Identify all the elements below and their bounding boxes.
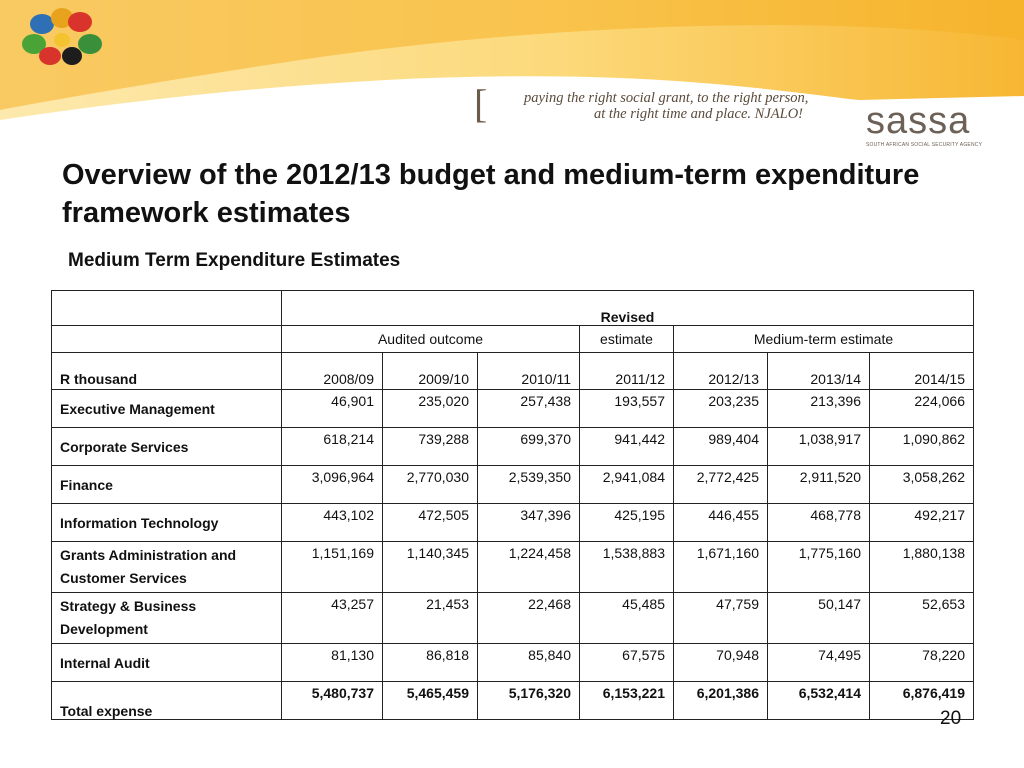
- table-cell: 81,130: [282, 644, 383, 682]
- table-cell: 446,455: [674, 504, 768, 542]
- table-cell: 2,911,520: [768, 466, 870, 504]
- total-cell: 6,876,419: [870, 682, 974, 720]
- table-cell: 1,140,345: [383, 542, 478, 593]
- table-cell: 50,147: [768, 593, 870, 644]
- table-cell: 47,759: [674, 593, 768, 644]
- table-row: [52, 504, 974, 542]
- table-total-row: [52, 682, 974, 720]
- total-cell: 6,201,386: [674, 682, 768, 720]
- table-cell: 1,671,160: [674, 542, 768, 593]
- row-label-line: Development: [60, 621, 148, 637]
- row-label: Internal Audit: [52, 644, 282, 682]
- table-cell: 235,020: [383, 390, 478, 428]
- table-cell: 468,778: [768, 504, 870, 542]
- table-cell: 1,880,138: [870, 542, 974, 593]
- row-label-line: Strategy & Business: [60, 598, 197, 614]
- table-header-row: [52, 353, 974, 390]
- table-cell: 1,224,458: [478, 542, 580, 593]
- bracket-icon: [: [474, 81, 488, 126]
- table-cell: 1,538,883: [580, 542, 674, 593]
- table-cell: 213,396: [768, 390, 870, 428]
- table-cell: 443,102: [282, 504, 383, 542]
- table-cell: 1,038,917: [768, 428, 870, 466]
- table-cell: 2,941,084: [580, 466, 674, 504]
- year-header: 2014/15: [870, 353, 974, 390]
- table-row: [52, 428, 974, 466]
- total-cell: 6,153,221: [580, 682, 674, 720]
- table-cell: 78,220: [870, 644, 974, 682]
- total-cell: 5,465,459: [383, 682, 478, 720]
- year-header: 2009/10: [383, 353, 478, 390]
- total-cell: 6,532,414: [768, 682, 870, 720]
- table-cell: 1,775,160: [768, 542, 870, 593]
- table-cell: 347,396: [478, 504, 580, 542]
- table-cell: 21,453: [383, 593, 478, 644]
- table-cell: 699,370: [478, 428, 580, 466]
- table-cell: 52,653: [870, 593, 974, 644]
- table-cell: 989,404: [674, 428, 768, 466]
- table-cell: 472,505: [383, 504, 478, 542]
- table-cell: 2,770,030: [383, 466, 478, 504]
- total-label: Total expense: [52, 682, 282, 720]
- table-cell: 70,948: [674, 644, 768, 682]
- table-cell: 941,442: [580, 428, 674, 466]
- table-cell: 85,840: [478, 644, 580, 682]
- logo-wordmark: sassa: [866, 100, 971, 142]
- row-label-line: Customer Services: [60, 570, 187, 586]
- table-cell: 1,090,862: [870, 428, 974, 466]
- table-cell: 3,058,262: [870, 466, 974, 504]
- table-cell: 43,257: [282, 593, 383, 644]
- table-row: [52, 542, 974, 593]
- slogan-line-1: paying the right social grant, to the right person,: [524, 90, 809, 106]
- table-cell: 67,575: [580, 644, 674, 682]
- year-header: 2012/13: [674, 353, 768, 390]
- table-header-row: [52, 291, 974, 326]
- slogan-line-2: at the right time and place. NJALO!: [594, 106, 804, 122]
- page-subtitle: Medium Term Expenditure Estimates: [68, 250, 401, 271]
- row-label: Finance: [52, 466, 282, 504]
- year-header: 2008/09: [282, 353, 383, 390]
- header-unit: R thousand: [52, 353, 282, 390]
- sassa-hands-logo-icon: [0, 0, 140, 122]
- page-number: 20: [940, 708, 962, 729]
- table-row: [52, 644, 974, 682]
- table-cell: 618,214: [282, 428, 383, 466]
- row-label-line: Grants Administration and: [60, 547, 237, 563]
- header-revised: Revised: [282, 291, 974, 326]
- table-cell: 45,485: [580, 593, 674, 644]
- table-row: [52, 390, 974, 428]
- table-cell: 3,096,964: [282, 466, 383, 504]
- row-label: [52, 593, 282, 644]
- table-cell: 425,195: [580, 504, 674, 542]
- year-header: 2013/14: [768, 353, 870, 390]
- table-cell: 86,818: [383, 644, 478, 682]
- table-cell: 224,066: [870, 390, 974, 428]
- table-cell: 203,235: [674, 390, 768, 428]
- header-estimate: estimate: [580, 326, 674, 353]
- header-audited-outcome: Audited outcome: [282, 326, 580, 353]
- table-cell: 2,539,350: [478, 466, 580, 504]
- row-label: Corporate Services: [52, 428, 282, 466]
- year-header: 2010/11: [478, 353, 580, 390]
- row-label: Executive Management: [52, 390, 282, 428]
- table-cell: 46,901: [282, 390, 383, 428]
- table-row: [52, 466, 974, 504]
- header-blank-cell: [52, 291, 282, 326]
- total-cell: 5,176,320: [478, 682, 580, 720]
- table-cell: 1,151,169: [282, 542, 383, 593]
- total-cell: 5,480,737: [282, 682, 383, 720]
- table-cell: 22,468: [478, 593, 580, 644]
- table-row: [52, 593, 974, 644]
- header-blank-cell: [52, 326, 282, 353]
- year-header: 2011/12: [580, 353, 674, 390]
- row-label: Information Technology: [52, 504, 282, 542]
- header-banner: [0, 0, 1024, 150]
- header-medium-term-estimate: Medium-term estimate: [674, 326, 974, 353]
- budget-table: [51, 290, 974, 720]
- table-header-row: [52, 326, 974, 353]
- row-label: [52, 542, 282, 593]
- table-cell: 193,557: [580, 390, 674, 428]
- table-cell: 492,217: [870, 504, 974, 542]
- table-cell: 739,288: [383, 428, 478, 466]
- page-title: Overview of the 2012/13 budget and medium-term expenditure framework estimates: [62, 159, 920, 229]
- table-cell: 2,772,425: [674, 466, 768, 504]
- table-cell: 257,438: [478, 390, 580, 428]
- logo-subtitle: SOUTH AFRICAN SOCIAL SECURITY AGENCY: [866, 142, 983, 148]
- table-cell: 74,495: [768, 644, 870, 682]
